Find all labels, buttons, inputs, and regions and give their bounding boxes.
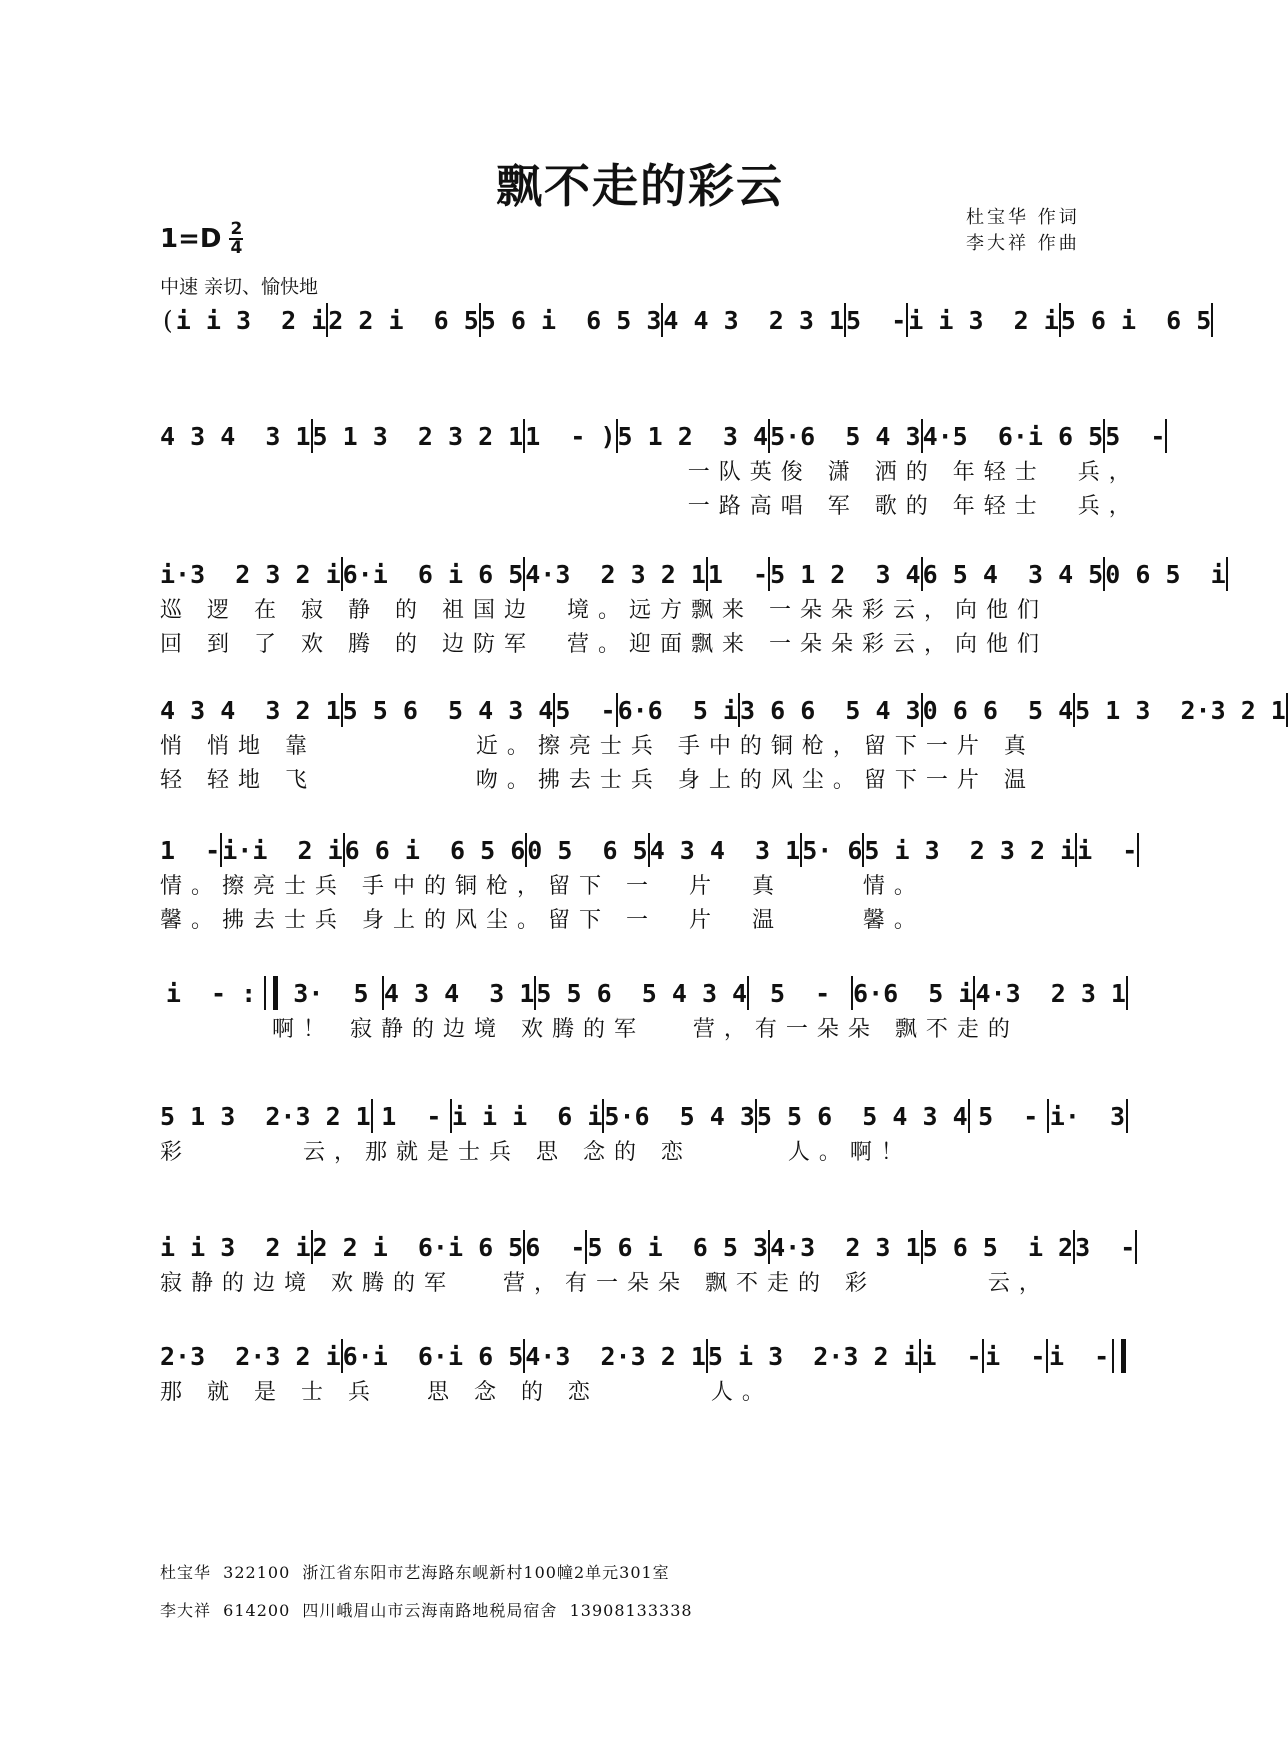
measure: 4 4 3 2 3 1 bbox=[663, 305, 845, 335]
tempo-marking: 中速 亲切、愉快地 bbox=[160, 276, 319, 298]
open-paren: ( bbox=[163, 305, 173, 335]
measure: 5 6 i 6 5 3 bbox=[587, 1232, 769, 1262]
notes-row bbox=[160, 300, 1212, 340]
measure: 5 - bbox=[769, 978, 831, 1008]
footer-contact: 杜宝华 322100 浙江省东阳市艺海路东岘新村100幢2单元301室 bbox=[160, 1563, 670, 1582]
measure: i i 3 2 i bbox=[908, 305, 1059, 335]
measure: 3 - bbox=[1075, 1232, 1136, 1262]
notes-row bbox=[160, 1336, 1128, 1376]
measure: i· 3 bbox=[1049, 1101, 1126, 1131]
measure: 6 6 i 6 5 6 bbox=[344, 835, 526, 865]
measure: 3 6 6 5 4 3 bbox=[739, 695, 921, 725]
time-signature bbox=[229, 219, 243, 258]
measure: 2·3 2·3 2 i bbox=[160, 1341, 341, 1371]
score-system bbox=[160, 830, 1138, 938]
score-system bbox=[160, 416, 1166, 524]
measure: 5 6 i 6 5 bbox=[1060, 305, 1212, 335]
lyric-line: 情。擦亮士兵 手中的铜枪，留下 一 片 真 情。 bbox=[160, 874, 925, 899]
measure: 0 5 6 5 bbox=[527, 835, 648, 865]
measure: 6·6 5 i bbox=[853, 978, 974, 1008]
notes-row bbox=[160, 554, 1226, 594]
final-barline bbox=[1112, 1339, 1126, 1373]
measure: 4·3 2 3 2 1 bbox=[525, 559, 706, 589]
notes-row bbox=[160, 416, 1166, 456]
lyric-line: 一路高唱 军 歌的 年轻士 兵， bbox=[160, 494, 1140, 519]
measure: 4·5 6·i 6 5 bbox=[922, 421, 1104, 451]
measure: 5 1 2 3 4 bbox=[770, 559, 921, 589]
measure: 5 6 i 6 5 3 bbox=[480, 305, 662, 335]
lyric-line: 啊！ 寂静的边境 欢腾的军 营，有一朵朵 飘不走的 bbox=[160, 1017, 1019, 1042]
score-system bbox=[160, 1227, 1136, 1301]
measure: i·i 2 i bbox=[222, 835, 343, 865]
measure: 4·3 2 3 1 bbox=[975, 978, 1126, 1008]
measure: 5 6 5 i 2 bbox=[922, 1232, 1074, 1262]
notes-row bbox=[160, 1227, 1136, 1267]
measure: 1 - bbox=[160, 835, 221, 865]
credits bbox=[966, 205, 1080, 257]
score-system bbox=[160, 554, 1226, 662]
lyric-line: 寂静的边境 欢腾的军 营，有一朵朵 飘不走的 彩 云， bbox=[160, 1271, 1050, 1296]
measure: 6·6 5 i bbox=[617, 695, 738, 725]
measure: 5 i 3 2 3 2 i bbox=[864, 835, 1076, 865]
notes-row bbox=[160, 973, 1128, 1013]
measure: i i 3 2 i bbox=[175, 305, 327, 335]
measure: 5 - bbox=[1105, 421, 1166, 451]
time-denominator: 4 bbox=[230, 238, 243, 258]
measure: 4·3 2 3 1 bbox=[770, 1232, 921, 1262]
lyric-line: 回 到 了 欢 腾 的 边防军 营。迎面飘来 一朵朵彩云，向他们 bbox=[160, 632, 1048, 657]
measure: i - bbox=[921, 1341, 982, 1371]
measure: 1 - bbox=[381, 1101, 442, 1131]
measure: 2 2 i 6 5 bbox=[328, 305, 479, 335]
measure: 5 5 6 5 4 3 4 bbox=[342, 695, 554, 725]
measure: 6 - bbox=[525, 1232, 586, 1262]
measure: 5 1 3 2·3 2 1 bbox=[160, 1101, 371, 1131]
barline bbox=[1126, 1099, 1128, 1133]
measure: 1 - ) bbox=[525, 421, 616, 451]
measure: 5 i 3 2·3 2 i bbox=[707, 1341, 919, 1371]
lyric-line: 彩 云，那就是士兵 思 念的 恋 人。啊！ bbox=[160, 1140, 912, 1165]
key-label: 1=D bbox=[160, 224, 222, 254]
measure: 5 - bbox=[846, 305, 907, 335]
measure: 5· 6 bbox=[802, 835, 863, 865]
composer-credit: 李大祥 作曲 bbox=[966, 233, 1080, 254]
measure: 6·i 6 i 6 5 bbox=[342, 559, 524, 589]
song-title: 飘不走的彩云 bbox=[496, 159, 784, 213]
footer-contact: 李大祥 614200 四川峨眉山市云海南路地税局宿舍 13908133338 bbox=[160, 1601, 693, 1620]
measure: 5·6 5 4 3 bbox=[770, 421, 921, 451]
score-system bbox=[160, 973, 1128, 1047]
barline bbox=[1137, 833, 1139, 867]
measure: 6·i 6·i 6 5 bbox=[342, 1341, 524, 1371]
barline bbox=[1226, 557, 1228, 591]
score-system bbox=[160, 690, 1286, 798]
measure: 4 3 4 3 1 bbox=[649, 835, 801, 865]
score-system bbox=[160, 1336, 1128, 1410]
repeat-barline bbox=[264, 976, 278, 1010]
measure: 5 1 3 2·3 2 1 bbox=[1075, 695, 1286, 725]
measure: 5 - bbox=[978, 1101, 1039, 1131]
measure: i - bbox=[1077, 835, 1138, 865]
lyric-line: 悄 悄地 靠 近。擦亮士兵 手中的铜枪，留下一片 真 bbox=[160, 734, 1035, 759]
measure: 5 - bbox=[555, 695, 616, 725]
measure: i i i 6 i bbox=[451, 1101, 603, 1131]
measure: i i 3 2 i bbox=[160, 1232, 311, 1262]
score-system bbox=[160, 300, 1212, 340]
lyric-line: 一队英俊 潇 洒的 年轻士 兵， bbox=[160, 460, 1140, 485]
lyric-line: 馨。拂去士兵 身上的风尘。留下 一 片 温 馨。 bbox=[160, 908, 925, 933]
measure: i - : bbox=[165, 978, 257, 1008]
measure: 6 5 4 3 4 5 bbox=[922, 559, 1104, 589]
measure: 0 6 6 5 4 bbox=[922, 695, 1074, 725]
measure: 5 1 3 2 3 2 1 bbox=[312, 421, 524, 451]
score-system bbox=[160, 1096, 1128, 1170]
measure: 5 5 6 5 4 3 4 bbox=[756, 1101, 968, 1131]
measure: 4 3 4 3 2 1 bbox=[160, 695, 341, 725]
measure: 0 6 5 i bbox=[1105, 559, 1226, 589]
barline bbox=[1165, 419, 1167, 453]
measure: 4·3 2·3 2 1 bbox=[525, 1341, 706, 1371]
barline bbox=[1135, 1230, 1137, 1264]
measure: 4 3 4 3 1 bbox=[383, 978, 535, 1008]
measure: 5 1 2 3 4 bbox=[617, 421, 769, 451]
barline bbox=[1211, 303, 1213, 337]
measure: i·3 2 3 2 i bbox=[160, 559, 341, 589]
notes-row bbox=[160, 690, 1286, 730]
measure: 2 2 i 6·i 6 5 bbox=[312, 1232, 524, 1262]
barline bbox=[1126, 976, 1128, 1010]
lyric-line: 那 就 是 士 兵 思 念 的 恋 人。 bbox=[160, 1380, 773, 1405]
measure: 3· 5 bbox=[293, 978, 369, 1008]
lyricist-credit: 杜宝华 作词 bbox=[966, 207, 1080, 228]
measure: i - bbox=[985, 1341, 1046, 1371]
measure: 1 - bbox=[707, 559, 769, 589]
notes-row bbox=[160, 830, 1138, 870]
lyric-line: 轻 轻地 飞 吻。拂去士兵 身上的风尘。留下一片 温 bbox=[160, 768, 1035, 793]
key-signature bbox=[160, 219, 243, 258]
lyric-line: 巡 逻 在 寂 静 的 祖国边 境。远方飘来 一朵朵彩云，向他们 bbox=[160, 598, 1048, 623]
measure: 4 3 4 3 1 bbox=[160, 421, 311, 451]
measure: 5·6 5 4 3 bbox=[604, 1101, 755, 1131]
measure: 5 5 6 5 4 3 4 bbox=[536, 978, 748, 1008]
measure: i - bbox=[1048, 1341, 1110, 1371]
notes-row bbox=[160, 1096, 1128, 1136]
time-numerator: 2 bbox=[230, 219, 243, 239]
